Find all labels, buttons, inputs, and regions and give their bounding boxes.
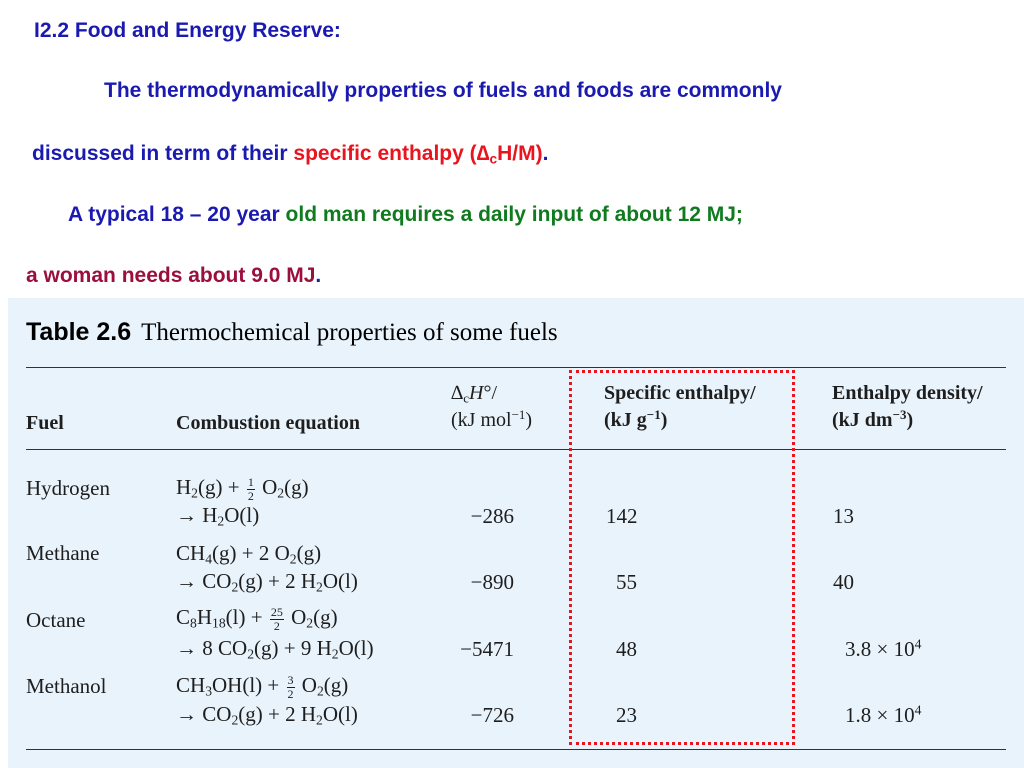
- enthalpy-density-value: $1.8 \times 10^4$: [845, 702, 922, 727]
- table-header-rule: [26, 449, 1006, 450]
- header-enthalpy-combustion: $\Delta_cH^\circ/$ (kJ mol$^{-1}$): [451, 382, 533, 431]
- section-heading: I2.2 Food and Energy Reserve:: [34, 19, 341, 42]
- specific-enthalpy-value: 48: [616, 637, 637, 661]
- enthalpy-combustion-value: −5471: [460, 637, 514, 661]
- table-label: Table 2.6: [26, 318, 132, 346]
- header-enthalpy-density: Enthalpy density/ (kJ $dm^{-3}$): [832, 382, 983, 431]
- intro-line-1: The thermodynamically properties of fuels and foods are commonly: [104, 79, 782, 102]
- enthalpy-density-value: 40: [833, 570, 854, 594]
- fuel-name: Methane: [26, 541, 100, 565]
- enthalpy-density-value: $3.8 \times 10^4$: [845, 636, 922, 661]
- header-specific-enthalpy: Specific enthalpy/ (kJ $g^{-1}$): [604, 382, 756, 431]
- table-caption: Thermochemical properties of some fuels: [141, 319, 558, 346]
- fuel-name: Hydrogen: [26, 476, 110, 500]
- header-equation: Combustion equation: [176, 412, 360, 434]
- combustion-equation-product: → $CO_2(g) + 2$ $H_2O(l)$: [176, 702, 358, 728]
- combustion-equation: $C_8H_{18}(l)$ + $\frac{25}{2}$ $O_2(g)$: [176, 604, 338, 633]
- enthalpy-combustion-value: −726: [470, 703, 514, 727]
- fuel-name: Octane: [26, 608, 86, 632]
- enthalpy-combustion-value: −890: [470, 570, 514, 594]
- combustion-equation-product: → $H_2O(l)$: [176, 503, 260, 529]
- man-requirement-line: A typical 18 – 20 year old man requires a daily input of about 12 MJ;: [68, 203, 743, 226]
- intro-line-2: discussed in term of their specific enthalpy $(\Delta_cH/M)$.: [32, 142, 549, 167]
- specific-enthalpy-value: 142: [606, 504, 638, 528]
- table-title: [26, 318, 558, 347]
- header-fuel: Fuel: [26, 412, 64, 434]
- table-image-panel: [8, 298, 1024, 768]
- combustion-equation: $CH_4(g) + 2$ $O_2(g)$: [176, 541, 322, 567]
- specific-enthalpy-value: 23: [616, 703, 637, 727]
- combustion-equation: $H_2(g)$ + $\frac{1}{2}$ $O_2(g)$: [176, 474, 309, 503]
- combustion-equation-product: → $CO_2(g) + 2$ $H_2O(l)$: [176, 569, 358, 595]
- enthalpy-density-value: 13: [833, 504, 854, 528]
- enthalpy-combustion-value: −286: [470, 504, 514, 528]
- table-bottom-rule: [26, 749, 1006, 750]
- combustion-equation: $CH_3OH(l)$ + $\frac{3}{2}$ $O_2(g)$: [176, 672, 349, 701]
- table-top-rule: [26, 367, 1006, 368]
- combustion-equation-product: → 8 $CO_2(g) + 9$ $H_2O(l)$: [176, 636, 374, 662]
- woman-requirement-line: a woman needs about 9.0 MJ.: [26, 264, 322, 287]
- fuel-name: Methanol: [26, 674, 107, 698]
- specific-enthalpy-highlight-box: [569, 370, 795, 745]
- specific-enthalpy-value: 55: [616, 570, 637, 594]
